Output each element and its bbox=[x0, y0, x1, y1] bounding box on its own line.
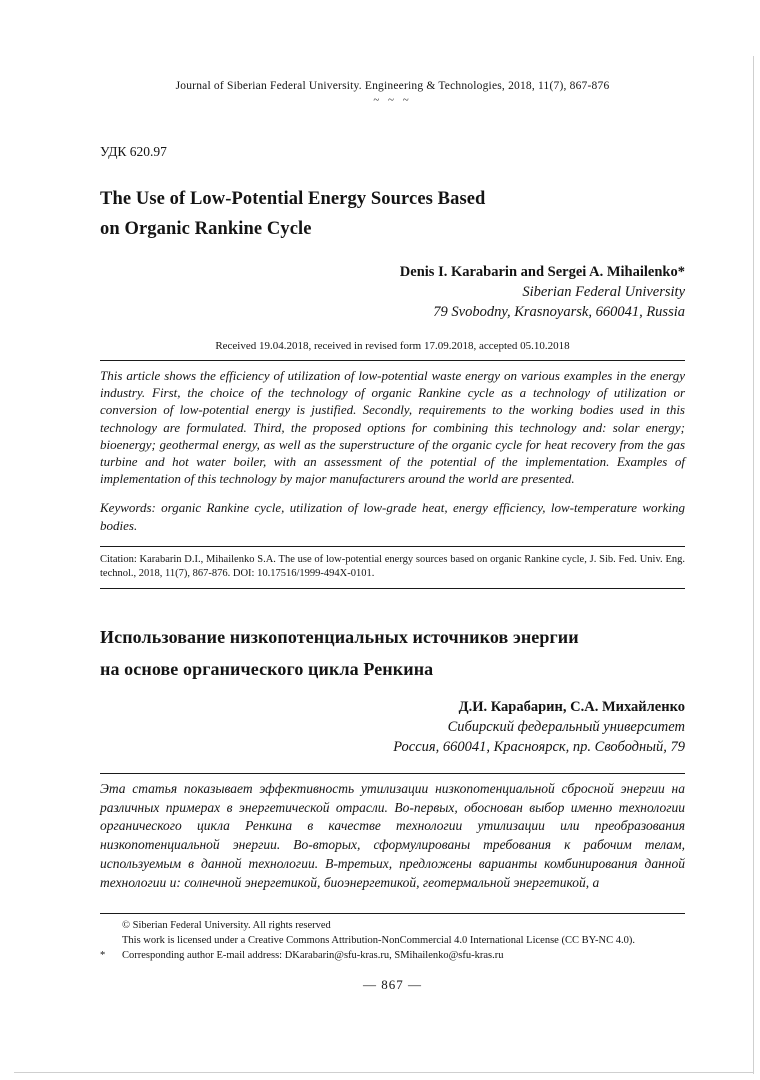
article-title-en bbox=[100, 184, 685, 244]
footnotes bbox=[100, 918, 685, 963]
corresponding-author-note bbox=[100, 948, 685, 963]
authors-en: Denis I. Karabarin and Sergei A. Mihailenko* bbox=[399, 264, 685, 280]
article-title-ru bbox=[100, 621, 685, 685]
article-title-en-line1: The Use of Low-Potential Energy Sources Based bbox=[100, 189, 486, 209]
tilde-divider: ~ ~ ~ bbox=[373, 94, 412, 106]
scan-edge-right bbox=[753, 56, 754, 1074]
footnote-rule bbox=[100, 913, 685, 914]
abstract-en: This article shows the efficiency of utilization of low-potential waste energy on various examples in the energy industry. First, the choice of the technology of organic Rankine cycle as a technology of utilization or conversion of low-potential energy is justified. Secondly, requirements to the working bodies used in this technology are formulated. Third, the proposed options for combining this technology and: solar energy; bioenergy; geothermal energy, as well as the superstructure of the organic cycle for heat recovery from the gas turbine and hot water boiler, with an assessment of the potential of the implementation. Examples of implementation of this technology by major manufacturers around the world are presented. bbox=[100, 368, 685, 487]
article-title-en-line2: on Organic Rankine Cycle bbox=[100, 219, 312, 239]
abstract-ru: Эта статья показывает эффективность утилизации низкопотенциальной сбросной энергии на различных примерах в энергетической отрасли. Во-первых, обоснован выбор именно технологии органического цикла Ренкина в качестве технологии утилизации или преобразования низкопотенциальной энергии. Во-вторых, сформулированы требования к рабочим телам, используемым в данной технологии. В-третьих, предложены варианты комбинирования данной технологии и: солнечной энергетикой, биоэнергетикой, геотермальной энергетикой, а bbox=[100, 780, 685, 890]
affiliation-ru: Сибирский федеральный университет bbox=[447, 718, 685, 735]
license-note: This work is licensed under a Creative Commons Attribution-NonCommercial 4.0 International License (CC BY-NC 4.0). bbox=[122, 934, 635, 946]
citation: Citation: Karabarin D.I., Mihailenko S.A. The use of low-potential energy sources based on organic Rankine cycle, J. Sib. Fed. Univ. Eng. technol., 2018, 11(7), 867-876. DOI: 10.17516/1999-494X-0101. bbox=[100, 553, 685, 580]
divider-rule-abstract-en bbox=[100, 360, 685, 361]
divider-rule-citation-top bbox=[100, 546, 685, 547]
corresponding-author-text: Corresponding author E-mail address: DKarabarin@sfu-kras.ru, SMihailenko@sfu-kras.ru bbox=[122, 949, 504, 961]
byline-ru bbox=[100, 697, 685, 757]
keywords-en: Keywords: organic Rankine cycle, utilization of low-grade heat, energy efficiency, low-temperature working bodies. bbox=[100, 500, 685, 533]
divider-rule-citation-bottom bbox=[100, 588, 685, 589]
scan-edge-bottom bbox=[14, 1072, 754, 1073]
article-title-ru-line2: на основе органического цикла Ренкина bbox=[100, 658, 434, 679]
copyright-note: © Siberian Federal University. All rights reserved bbox=[122, 919, 331, 931]
address-en: 79 Svobodny, Krasnoyarsk, 660041, Russia bbox=[433, 304, 685, 320]
authors-ru: Д.И. Карабарин, С.А. Михайленко bbox=[458, 698, 685, 715]
address-ru: Россия, 660041, Красноярск, пр. Свободный, 79 bbox=[393, 738, 685, 755]
journal-header: Journal of Siberian Federal University. Engineering & Technologies, 2018, 11(7), 867-876 bbox=[175, 80, 610, 92]
received-dates: Received 19.04.2018, received in revised form 17.09.2018, accepted 05.10.2018 bbox=[215, 340, 570, 352]
article-title-ru-line1: Использование низкопотенциальных источников энергии bbox=[100, 626, 579, 647]
page-number: — 867 — bbox=[363, 976, 422, 992]
divider-rule-abstract-ru bbox=[100, 773, 685, 774]
asterisk-marker: * bbox=[100, 949, 106, 961]
affiliation-en: Siberian Federal University bbox=[522, 284, 685, 300]
udc-code: УДК 620.97 bbox=[100, 144, 167, 159]
byline-en bbox=[100, 262, 685, 322]
